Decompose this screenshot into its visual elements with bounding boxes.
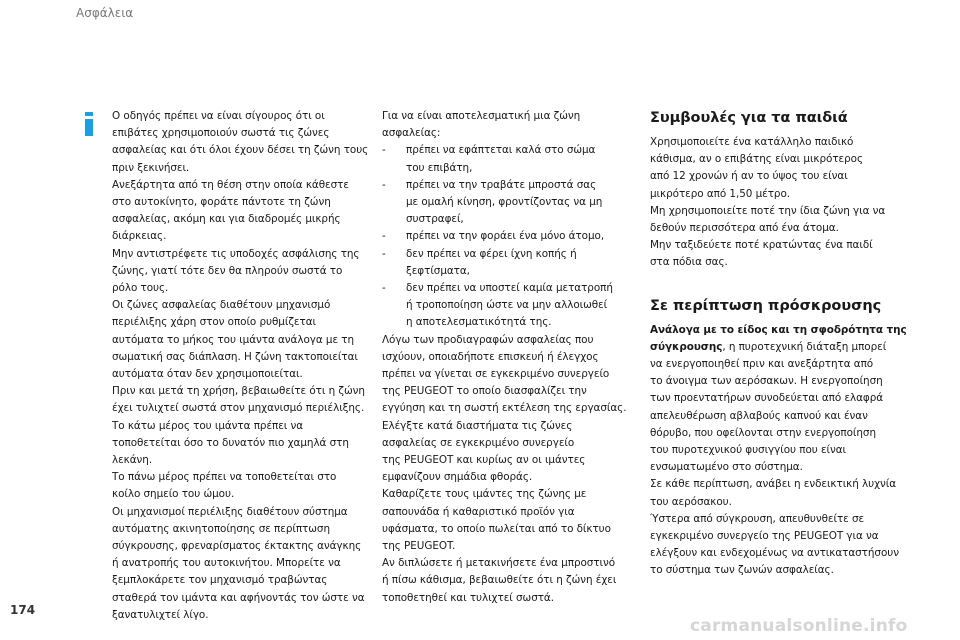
text-line: θόρυβο, που οφείλονται στην ενεργοποίηση bbox=[650, 426, 876, 439]
bullet-line bbox=[382, 280, 640, 297]
text-line: στο αυτοκίνητο, φοράτε πάντοτε τη ζώνη bbox=[112, 196, 331, 209]
bullet-text: ή τροποποίηση ώστε να μην αλλοιωθεί bbox=[406, 299, 608, 312]
text-line: πρέπει να γίνεται σε εγκεκριμένο συνεργείο bbox=[382, 368, 610, 381]
bullet-text: συστραφεί, bbox=[406, 213, 464, 226]
text-line: ή ανατροπής του αυτοκινήτου. Μπορείτε να bbox=[112, 557, 341, 570]
bullet-dash bbox=[382, 297, 406, 314]
impact-lead-2: σύγκρουσης, η πυροτεχνική διάταξη μπορεί bbox=[650, 340, 887, 353]
bullet-dash bbox=[382, 160, 406, 177]
bullet-text: ξεφτίσματα, bbox=[406, 264, 470, 277]
bullet-text: πρέπει να εφάπτεται καλά στο σώμα bbox=[406, 144, 596, 157]
page-number: 174 bbox=[10, 603, 36, 617]
text-line: λεκάνη. bbox=[112, 454, 153, 467]
text-line: Αν διπλώσετε ή μετακινήσετε ένα μπροστινό bbox=[382, 557, 616, 570]
text-line: επιβάτες χρησιμοποιούν σωστά τις ζώνες bbox=[112, 127, 330, 140]
text-line: αυτόματα όταν δεν χρησιμοποιείται. bbox=[112, 368, 303, 381]
text-line: Ελέγξτε κατά διαστήματα τις ζώνες bbox=[382, 419, 573, 432]
text-line: Πριν και μετά τη χρήση, βεβαιωθείτε ότι η ζώνη bbox=[112, 385, 365, 398]
bullet-text: πρέπει να την φοράει ένα μόνο άτομο, bbox=[406, 230, 605, 243]
text-line: εγγύηση και τη σωστή εκτέλεση της εργασίας. bbox=[382, 402, 627, 415]
text-line: ασφαλείας σε εγκεκριμένο συνεργείο bbox=[382, 436, 575, 449]
bullet-dash: - bbox=[382, 144, 386, 157]
text-line: Λόγω των προδιαγραφών ασφαλείας που bbox=[382, 333, 594, 346]
text-line: Μην αντιστρέφετε τις υποδοχές ασφάλισης της bbox=[112, 247, 360, 260]
text-line: της PEUGEOT το οποίο διασφαλίζει την bbox=[382, 385, 587, 398]
text-line: ασφαλείας και ότι όλοι έχουν δέσει τη ζώνη τους bbox=[112, 144, 369, 157]
bullet-line bbox=[382, 142, 640, 159]
text-line: ενσωματωμένο στο σύστημα. bbox=[650, 461, 803, 474]
bullet-text: η αποτελεσματικότητά της. bbox=[406, 316, 552, 329]
text-line: ξανατυλιχτεί λίγο. bbox=[112, 608, 209, 621]
text-line: τοποθετηθεί και τυλιχτεί σωστά. bbox=[382, 591, 554, 604]
bullet-line bbox=[382, 160, 640, 177]
text-line: το άνοιγμα των αερόσακων. Η ενεργοποίηση bbox=[650, 375, 883, 388]
bullet-text: του επιβάτη, bbox=[406, 161, 473, 174]
text-line: κοίλο σημείο του ώμου. bbox=[112, 488, 235, 501]
bullet-text: με ομαλή κίνηση, φροντίζοντας να μη bbox=[406, 196, 603, 209]
bullet-line bbox=[382, 194, 640, 211]
text-line: μικρότερο από 1,50 μέτρο. bbox=[650, 187, 791, 200]
text-line: εμφανίζουν σημάδια φθοράς. bbox=[382, 471, 533, 484]
text-line: από 12 χρονών ή αν το ύψος του είναι bbox=[650, 170, 848, 183]
column-3 bbox=[650, 108, 930, 580]
text-line: ασφαλείας, ακόμη και για διαδρομές μικρής bbox=[112, 213, 341, 226]
bullet-dash bbox=[382, 194, 406, 211]
bullet-line bbox=[382, 211, 640, 228]
text-line: έχει τυλιχτεί σωστά στον μηχανισμό περιέλιξης. bbox=[112, 402, 365, 415]
text-line: των προεντατήρων συνοδεύεται από ελαφρά bbox=[650, 392, 884, 405]
bullet-dash: - bbox=[382, 247, 386, 260]
text-line: σύγκρουσης, φρεναρίσματος έκτακτης ανάγκης bbox=[112, 540, 362, 553]
bullet-text: πρέπει να την τραβάτε μπροστά σας bbox=[406, 178, 597, 191]
text-line: περιέλιξης χάρη στον οποίο ρυθμίζεται bbox=[112, 316, 316, 329]
text-line: Καθαρίζετε τους ιμάντες της ζώνης με bbox=[382, 488, 587, 501]
text-line: σταθερά τον ιμάντα και αφήνοντάς τον ώστε να bbox=[112, 591, 365, 604]
heading-child-advice: Συμβουλές για τα παιδιά bbox=[650, 110, 848, 126]
text-line: του πυροτεχνικού φυσιγγίου που είναι bbox=[650, 444, 847, 457]
intro-line: Για να είναι αποτελεσματική μια ζώνη ασφαλείας: bbox=[382, 110, 581, 140]
text-line: Οι μηχανισμοί περιέλιξης διαθέτουν σύστημα bbox=[112, 505, 348, 518]
info-icon bbox=[84, 112, 94, 136]
bullet-text: δεν πρέπει να φέρει ίχνη κοπής ή bbox=[406, 247, 577, 260]
heading-impact: Σε περίπτωση πρόσκρουσης bbox=[650, 297, 882, 314]
bullet-dash bbox=[382, 263, 406, 280]
text-line: εγκεκριμένο συνεργείο της PEUGEOT για να bbox=[650, 530, 879, 543]
text-line: αυτόματα το μήκος του ιμάντα ανάλογα με τη bbox=[112, 333, 355, 346]
bullet-dash: - bbox=[382, 230, 386, 243]
text-line: κάθισμα, αν ο επιβάτης είναι μικρότερος bbox=[650, 153, 864, 166]
text-line: του αερόσακου. bbox=[650, 495, 732, 508]
text-line: ζώνης, γιατί τότε δεν θα πληρούν σωστά το bbox=[112, 264, 343, 277]
section-title: Ασφάλεια bbox=[76, 6, 134, 20]
text-line: ελέγξουν και ενδεχομένως να αντικαταστήσουν bbox=[650, 547, 899, 560]
text-line: Σε κάθε περίπτωση, ανάβει η ενδεικτική λυχνία bbox=[650, 478, 897, 491]
column-1 bbox=[112, 108, 370, 624]
text-line: ξεμπλοκάρετε τον μηχανισμό τραβώντας bbox=[112, 574, 328, 587]
bullet-line bbox=[382, 246, 640, 263]
text-line: δεθούν περισσότερα από ένα άτομα. bbox=[650, 222, 839, 235]
text-line: τοποθετείται όσο το δυνατόν πιο χαμηλά στη bbox=[112, 436, 349, 449]
text-line: Χρησιμοποιείτε ένα κατάλληλο παιδικό bbox=[650, 136, 854, 148]
bullet-dash: - bbox=[382, 178, 386, 191]
column-2 bbox=[382, 108, 640, 607]
text-line: της PEUGEOT και κυρίως αν οι ιμάντες bbox=[382, 454, 586, 467]
watermark: carmanualsonline.info bbox=[690, 616, 908, 636]
text-line: διάρκειας. bbox=[112, 230, 167, 243]
text-line: Ύστερα από σύγκρουση, απευθυνθείτε σε bbox=[650, 512, 865, 525]
bullet-line bbox=[382, 314, 640, 331]
bullet-dash bbox=[382, 211, 406, 228]
bullet-line bbox=[382, 297, 640, 314]
text-line: ισχύουν, οποιαδήποτε επισκευή ή έλεγχος bbox=[382, 350, 599, 363]
text-line: σωματική σας διάπλαση. Η ζώνη τακτοποιείται bbox=[112, 350, 358, 363]
bullet-line bbox=[382, 263, 640, 280]
text-line: Οι ζώνες ασφαλείας διαθέτουν μηχανισμό bbox=[112, 299, 331, 312]
impact-lead-1: Ανάλογα με το είδος και τη σφοδρότητα της bbox=[650, 323, 907, 336]
text-line: υφάσματα, το οποίο πωλείται από το δίκτυο bbox=[382, 522, 611, 535]
text-line: σαπουνάδα ή καθαριστικό προϊόν για bbox=[382, 505, 575, 518]
text-line: να ενεργοποιηθεί πριν και ανεξάρτητα από bbox=[650, 358, 874, 371]
text-line: ρόλο τους. bbox=[112, 282, 169, 295]
text-line: ή πίσω κάθισμα, βεβαιωθείτε ότι η ζώνη έχει bbox=[382, 574, 617, 587]
text-line: Μην ταξιδεύετε ποτέ κρατώντας ένα παιδί bbox=[650, 239, 873, 252]
text-line: πριν ξεκινήσει. bbox=[112, 161, 190, 174]
text-line: της PEUGEOT. bbox=[382, 540, 456, 553]
text-line: αυτόματης ακινητοποίησης σε περίπτωση bbox=[112, 522, 330, 535]
text-line: το σύστημα των ζωνών ασφαλείας. bbox=[650, 564, 834, 577]
text-line: Ο οδηγός πρέπει να είναι σίγουρος ότι οι bbox=[112, 110, 325, 122]
text-line: απελευθέρωση αβλαβούς καπνού και έναν bbox=[650, 409, 868, 422]
text-line: Μη χρησιμοποιείτε ποτέ την ίδια ζώνη για να bbox=[650, 204, 886, 217]
bullet-dash bbox=[382, 314, 406, 331]
text-line: Το κάτω μέρος του ιμάντα πρέπει να bbox=[112, 419, 304, 432]
text-line: Ανεξάρτητα από τη θέση στην οποία κάθεστε bbox=[112, 178, 349, 191]
bullet-text: δεν πρέπει να υποστεί καμία μετατροπή bbox=[406, 282, 613, 295]
bullet-dash: - bbox=[382, 282, 386, 295]
bullet-line bbox=[382, 228, 640, 245]
text-line: Το πάνω μέρος πρέπει να τοποθετείται στο bbox=[112, 471, 337, 484]
bullet-line bbox=[382, 177, 640, 194]
text-line: στα πόδια σας. bbox=[650, 256, 728, 269]
